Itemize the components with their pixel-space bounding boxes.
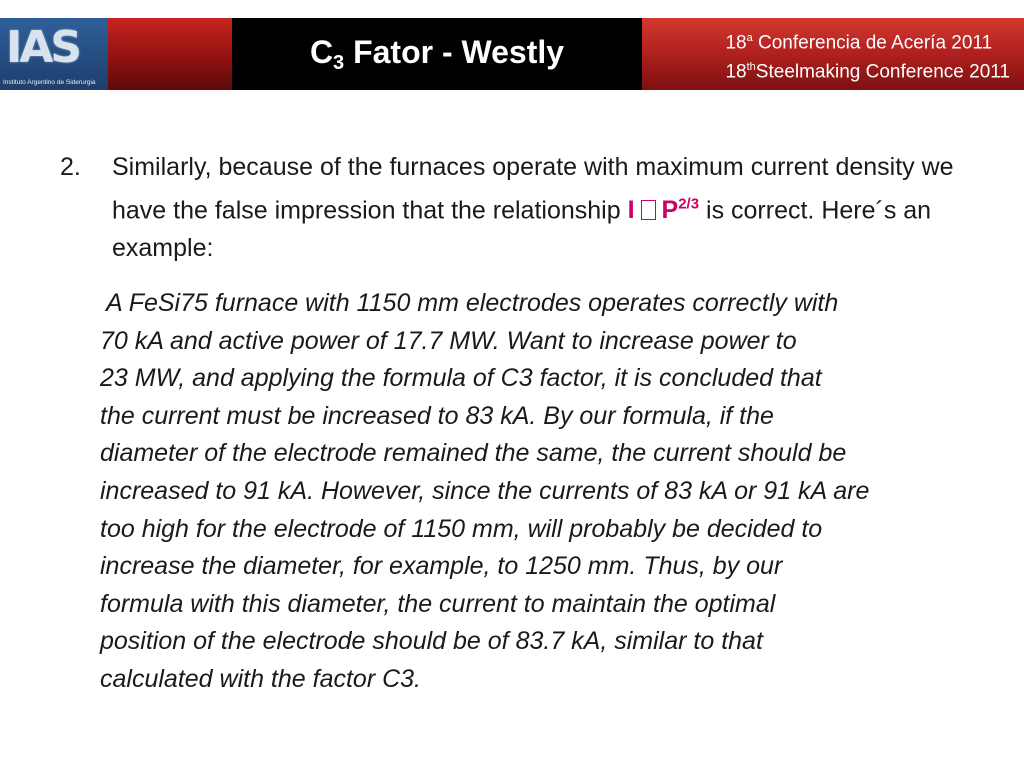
item-text: Similarly, because of the furnaces operate with maximum current density we have the false impression that the relationship I $P^{2/3}$ is correct. Here´s an example:	[112, 153, 954, 263]
example-paragraph	[100, 285, 980, 699]
logo-subtitle: Instituto Argentino de Siderurgia	[3, 79, 96, 86]
logo-text: IAS	[6, 22, 80, 73]
example-line: calculated with the factor C3.	[100, 664, 421, 693]
header-banner	[0, 18, 1024, 90]
example-line: 70 kA and active power of 17.7 MW. Want to increase power to	[100, 326, 797, 355]
title-box	[232, 18, 642, 90]
example-line: too high for the electrode of 1150 mm, will probably be decided to	[100, 514, 823, 543]
conference-line-2: 18thSteelmaking Conference 2011	[725, 61, 1010, 83]
example-line: A FeSi75 furnace with 1150 mm electrodes operates correctly with	[106, 289, 839, 317]
ias-logo	[0, 18, 108, 90]
conference-line-1: 18$^a$ Conferencia de Acería 2011	[725, 32, 993, 54]
list-number: 2.	[60, 153, 81, 181]
example-line: increased to 91 kA. However, since the currents of 83 kA or 91 kA are	[100, 476, 870, 505]
conference-title	[725, 26, 1010, 85]
example-line: 23 MW, and applying the formula of C3 factor, it is concluded that	[100, 364, 822, 393]
example-line: formula with this diameter, the current to maintain the optimal	[100, 589, 776, 618]
example-line: increase the diameter, for example, to 1250 mm. Thus, by our	[100, 552, 783, 581]
example-line: diameter of the electrode remained the same, the current should be	[100, 439, 847, 468]
slide-title: $C_3$ Fator - Westly	[309, 33, 565, 74]
banner-red-left	[108, 18, 232, 90]
formula: I $P^{2/3}$	[627, 196, 700, 225]
example-line: the current must be increased to 83 kA. By our formula, if the	[100, 401, 774, 430]
banner-red-right	[642, 18, 1024, 90]
example-line: position of the electrode should be of 83.7 kA, similar to that	[100, 627, 763, 656]
missing-glyph-icon	[641, 200, 656, 220]
